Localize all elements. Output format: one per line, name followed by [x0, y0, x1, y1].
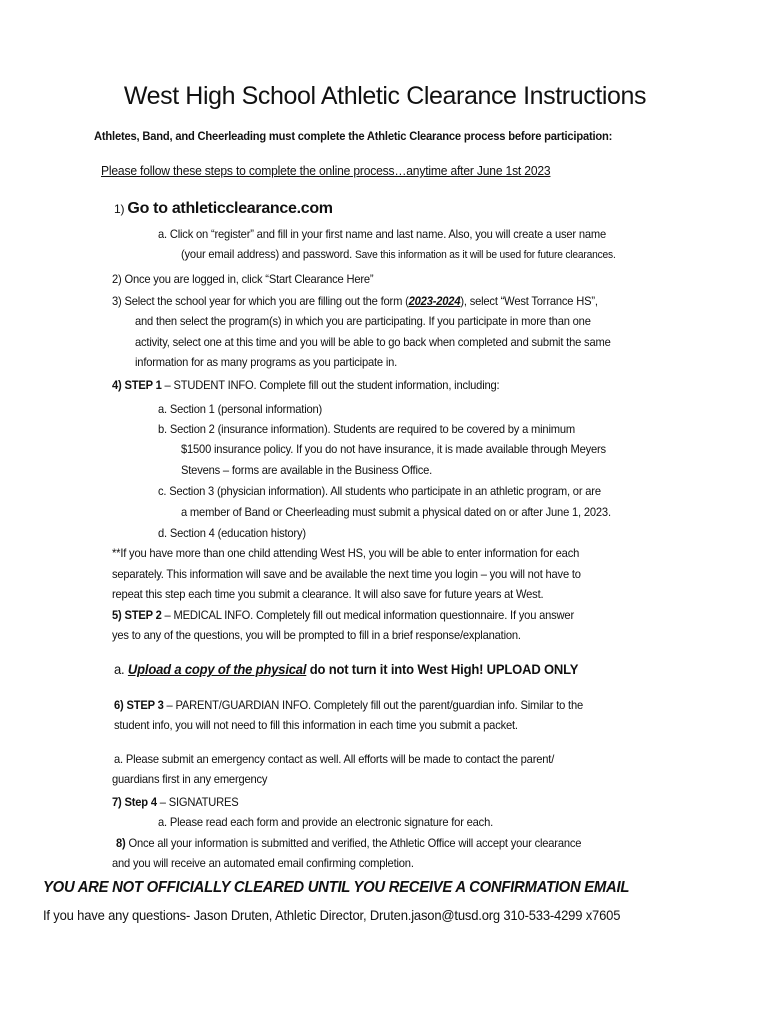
step-8-text: Once all your information is submitted and verified, the Athletic Office will accept your clearance — [125, 836, 582, 850]
note-line-3: repeat this step each time you submit a clearance. It will also save for future years at West. — [112, 587, 544, 601]
step-1-item-a-line-2 — [181, 246, 616, 263]
step-1-item-a-line-1: a. Click on “register” and fill in your first name and last name. Also, you will create a user name — [158, 227, 607, 241]
step-3-text: 3) Select the school year for which you are filling out the form ( — [112, 294, 409, 308]
step-1-save-note: Save this information as it will be used for future clearances. — [354, 249, 616, 261]
step-4-item-a: a. Section 1 (personal information) — [158, 402, 323, 416]
step-2: 2) Once you are logged in, click “Start Clearance Here” — [112, 272, 374, 286]
warning-banner: YOU ARE NOT OFFICIALLY CLEARED UNTIL YOU RECEIVE A CONFIRMATION EMAIL — [43, 879, 630, 896]
note-line-2: separately. This information will save and be available the next time you login – you will not have to — [112, 567, 581, 581]
upload-rest: do not turn it into West High! UPLOAD ONLY — [306, 661, 579, 677]
intro-line: Please follow these steps to complete the online process…anytime after June 1st 2023 — [101, 163, 551, 178]
page-title: West High School Athletic Clearance Instructions — [123, 82, 647, 110]
step-6-item-a-line-2: guardians first in any emergency — [112, 772, 268, 786]
step-6-line-2: student info, you will not need to fill this information in each time you submit a packet. — [114, 718, 518, 732]
step-3-line-1 — [112, 293, 598, 309]
step-7-item-a: a. Please read each form and provide an electronic signature for each. — [158, 815, 494, 829]
step-4-item-b-line-2: $1500 insurance policy. If you do not have insurance, it is made available through Meyers — [181, 442, 606, 456]
step-7 — [112, 794, 239, 810]
step-4-item-d: d. Section 4 (education history) — [158, 526, 306, 540]
step-1-link-text: Go to athleticclearance.com — [127, 200, 333, 217]
step-5-line-1 — [112, 607, 574, 623]
step-8-line-1 — [116, 835, 581, 851]
step-4-text: – STUDENT INFO. Complete fill out the student information, including: — [161, 378, 500, 392]
school-year: 2023-2024 — [408, 294, 461, 308]
step-1-number: 1) — [114, 202, 125, 216]
step-3-line-2: and then select the program(s) in which you are participating. If you participate in more than one — [135, 314, 591, 328]
step-8-line-2: and you will receive an automated email confirming completion. — [112, 856, 414, 870]
step-6-label: 6) STEP 3 — [114, 698, 164, 712]
step-6-item-a-line-1: a. Please submit an emergency contact as well. All efforts will be made to contact the parent/ — [114, 752, 555, 766]
step-6-text: – PARENT/GUARDIAN INFO. Completely fill out the parent/guardian info. Similar to the — [163, 698, 584, 712]
step-4-line-1 — [112, 377, 499, 393]
step-3-text-end: ), select “West Torrance HS”, — [460, 294, 598, 308]
note-line-1: **If you have more than one child attending West HS, you will be able to enter information for each — [112, 546, 580, 560]
subtitle: Athletes, Band, and Cheerleading must complete the Athletic Clearance process before participation: — [94, 129, 613, 143]
step-4-item-c-line-2: a member of Band or Cheerleading must submit a physical dated on or after June 1, 2023. — [181, 505, 611, 519]
step-1 — [114, 201, 333, 217]
step-3-line-4: information for as many programs as you participate in. — [135, 355, 398, 369]
upload-prefix: a. — [114, 661, 128, 677]
upload-emphasis: Upload a copy of the physical — [127, 661, 307, 677]
step-4-item-b-line-1: b. Section 2 (insurance information). Students are required to be covered by a minimum — [158, 422, 575, 436]
step-4-item-c-line-1: c. Section 3 (physician information). All students who participate in an athletic program, or are — [158, 484, 601, 498]
step-5-label: 5) STEP 2 — [112, 608, 162, 622]
step-8-label: 8) — [116, 836, 126, 850]
step-3-line-3: activity, select one at this time and you will be able to go back when completed and submit the same — [135, 335, 611, 349]
step-4-label: 4) STEP 1 — [112, 378, 162, 392]
step-6-line-1 — [114, 697, 583, 713]
step-5-text: – MEDICAL INFO. Completely fill out medical information questionnaire. If you answer — [161, 608, 574, 622]
step-5-line-2: yes to any of the questions, you will be prompted to fill in a brief response/explanation. — [112, 628, 521, 642]
contact-line: If you have any questions- Jason Druten, Athletic Director, Druten.jason@tusd.org 310-533-4299 x7605 — [43, 907, 621, 923]
step-4-item-b-line-3: Stevens – forms are available in the Business Office. — [181, 463, 433, 477]
upload-instruction — [114, 660, 578, 678]
step-7-text: – SIGNATURES — [156, 795, 239, 809]
step-1-credentials-text: (your email address) and password. — [181, 247, 353, 261]
step-7-label: 7) Step 4 — [112, 795, 157, 809]
